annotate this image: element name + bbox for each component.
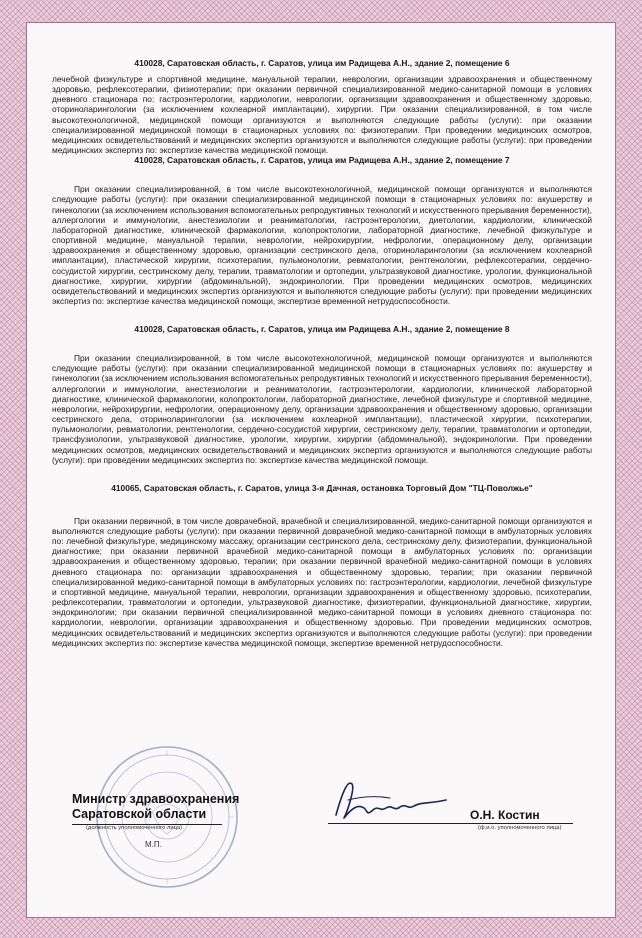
- services-paragraph: При оказании первичной, в том числе доврачебной, врачебной и специализированной, медико-санитарной помощи организуются и выполняются следующие работы (услуги): при оказании первичной доврачебной медико-санитарной помощи в амбулаторных условиях по: лечебной физкультуре, медицинскому массажу, организации сестринского дела, сестринскому делу, физиотерапии, функциональной диагностике; при оказании первичной врачебной медико-санитарной помощи в амбулаторных условиях по: организации здравоохранения и общественному здоровью, терапии; при оказании первичной врачебной медико-санитарной помощи в условиях дневного стационара по: организации здравоохранения и общественному здоровью, терапии; при оказании первичной специализированной медико-санитарной помощи в амбулаторных условиях по: гастроэнтерологии, кардиологии, лечебной физкультуре и спортивной медицине, мануальной терапии, неврологии, организации здравоохранения и общественному здоровью, психотерапии, рефлексотерапии, травматологии и ортопедии, ультразвуковой диагностике, физиотерапии, функциональной диагностике, хирургии, эндокринологии; при оказании первичной специализированной медико-санитарной помощи в условиях дневного стационара по: кардиологии, неврологии, организации здравоохранения и общественному здоровью. При проведении медицинских осмотров, медицинских освидетельствований и медицинских экспертиз организуются и выполняются следующие работы (услуги): при проведении медицинских экспертиз по: экспертизе качества медицинской помощи, экспертизе временной нетрудоспособности.: [52, 515, 592, 648]
- services-paragraph: лечебной физкультуре и спортивной медицине, мануальной терапии, неврологии, организации здравоохранения и общественному здоровью, рефлексотерапии, физиотерапии; при оказании первичной специализированной медико-санитарной помощи в условиях дневного стационара по: гастроэнтерологии, кардиологии, неврологии, организации здравоохранения и общественному здоровью, оториноларингологии (за исключением кохлеарной имплантации), хирургии. При оказании специализированной, в том числе высокотехнологичной, медицинской помощи организуются и выполняются следующие работы (услуги): при оказании специализированной медицинской помощи в стационарных условиях по: физиотерапии. При проведении медицинских осмотров, медицинских освидетельствований и медицинских экспертиз организуются и выполняются следующие работы (услуги): при проведении медицинских экспертиз по: экспертизе качества медицинской помощи.: [52, 74, 592, 156]
- stamp-place-label: М.П.: [145, 840, 162, 849]
- services-paragraph: При оказании специализированной, в том числе высокотехнологичной, медицинской помощи организуются и выполняются следующие работы (услуги): при оказании специализированной медицинской помощи в стационарных условиях по: акушерству и гинекологии (за исключением использования вспомогательных репродуктивных технологий и искусственного прерывания беременности), аллергологии и иммунологии, анестезиологии и реаниматологии, гастроэнтерологии, кардиологии, клинической лабораторной диагностике, клинической фармакологии, колопроктологии, лабораторной диагностике, лечебной физкультуре и спортивной медицине, неврологии, нейрохирургии, нефрологии, операционному делу, организации здравоохранения и общественному здоровью, организации сестринского дела, оториноларингологии (за исключением кохлеарной имплантации), пластической хирургии, психотерапии, пульмонологии, ревматологии, рентгенологии, сердечно-сосудистой хирургии, сестринскому делу, терапии, травматологии и ортопедии, трансфузиологии, ультразвуковой диагностике, урологии, хирургии, хирургии (абдоминальной), эндокринологии. При проведении медицинских осмотров, медицинских освидетельствований и медицинских экспертиз организуются и выполняются следующие работы (услуги): при проведении медицинских экспертиз по: экспертизе качества медицинской помощи.: [52, 353, 592, 465]
- address-heading: 410028, Саратовская область, г. Саратов, улица им Радищева А.Н., здание 2, помещение 6: [134, 58, 510, 68]
- minister-title: Министр здравоохранения Саратовской области: [72, 792, 240, 821]
- address-heading: 410028, Саратовская область, г. Саратов, улица им Радищева А.Н., здание 2, помещение 7: [134, 155, 510, 166]
- signer-name: О.Н. Костин: [470, 808, 540, 822]
- position-caption: (должность уполномоченного лица): [86, 825, 183, 831]
- address-heading: 410028, Саратовская область, г. Саратов, улица им Радищева А.Н., здание 2, помещение 8: [134, 324, 510, 335]
- address-heading: 410065, Саратовская область, г. Саратов, улица 3-я Дачная, остановка Торговый Дом "ТЦ-Поволжье": [111, 482, 533, 493]
- signer-caption: (ф.и.о. уполномоченного лица): [478, 825, 562, 831]
- document-content: [52, 58, 592, 648]
- services-paragraph: При оказании специализированной, в том числе высокотехнологичной, медицинской помощи организуются и выполняются следующие работы (услуги): при оказании специализированной медицинской помощи в стационарных условиях по: акушерству и гинекологии (за исключением использования вспомогательных репродуктивных технологий и искусственного прерывания беременности), аллергологии и иммунологии, анестезиологии и реаниматологии, гастроэнтерологии, диетологии, кардиологии, клинической лабораторной диагностике, клинической фармакологии, колопроктологии, лабораторной диагностике, лечебной физкультуре и спортивной медицине, мануальной терапии, неврологии, нейрохирургии, нефрологии, операционному делу, организации здравоохранения и общественному здоровью, организации сестринского дела, оториноларингологии (за исключением кохлеарной имплантации), пластической хирургии, психотерапии, пульмонологии, ревматологии, рентгенологии, рефлексотерапии, сердечно-сосудистой хирургии, сестринскому делу, терапии, травматологии и ортопедии, ультразвуковой диагностике, урологии, функциональной диагностике, хирургии, хирургии (абдоминальной), эндокринологии. При проведении медицинских осмотров, медицинских освидетельствований и медицинских экспертиз организуются и выполняются следующие работы (услуги): при проведении медицинских экспертиз по: экспертизе качества медицинской помощи, экспертизе временной нетрудоспособности.: [52, 184, 592, 306]
